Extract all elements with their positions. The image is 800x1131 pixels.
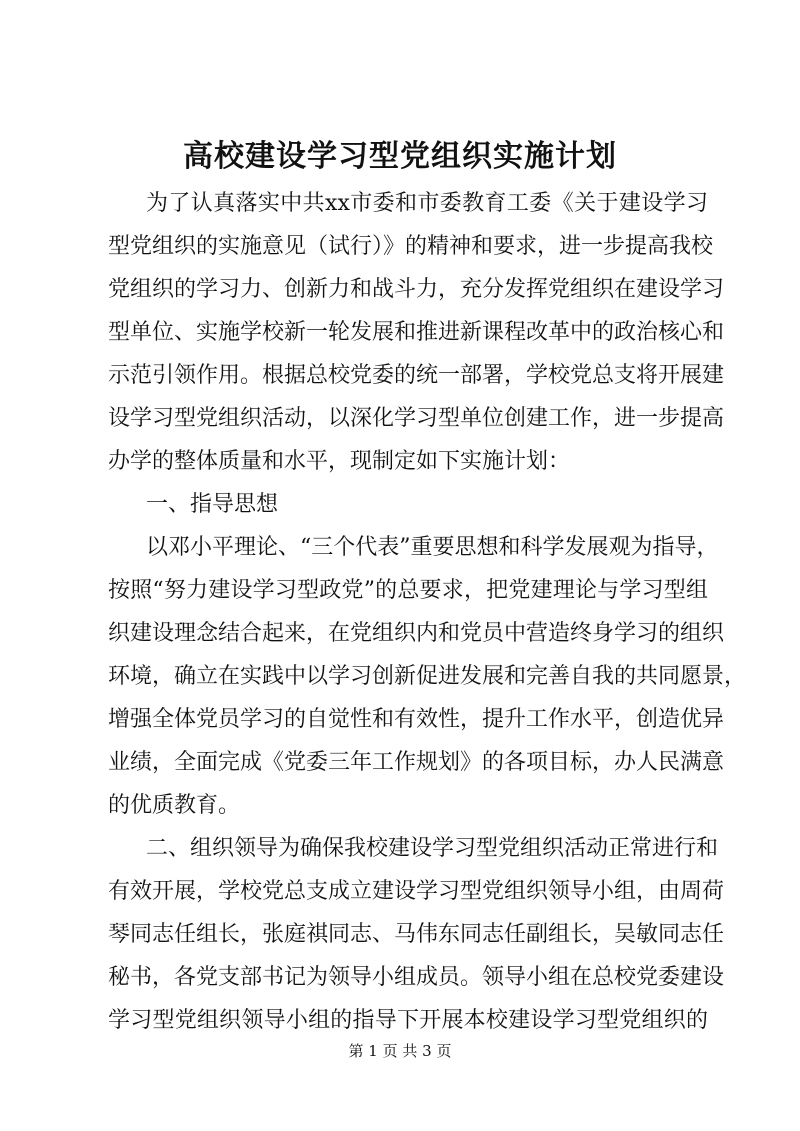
- body-line: 增强全体党员学习的自觉性和有效性，提升工作水平，创造优异: [108, 707, 725, 732]
- body-line: 的优质教育。: [108, 793, 241, 818]
- body-line: 示范引领作用。根据总校党委的统一部署，学校党总支将开展建: [108, 363, 725, 388]
- body-line: 二、组织领导为确保我校建设学习型党组织活动正常进行和: [146, 836, 719, 861]
- body-line: 有效开展，学校党总支成立建设学习型党组织领导小组，由周荷: [108, 879, 725, 904]
- body-line: 型党组织的实施意见（试行）》的精神和要求，进一步提高我校: [108, 234, 714, 259]
- body-line: 秘书，各党支部书记为领导小组成员。领导小组在总校党委建设: [108, 965, 725, 990]
- body-line: 办学的整体质量和水平，现制定如下实施计划：: [108, 449, 571, 474]
- body-line: 党组织的学习力、创新力和战斗力，充分发挥党组织在建设学习: [108, 277, 725, 302]
- body-line: 按照“努力建设学习型政党”的总要求，把党建理论与学习型组: [108, 578, 708, 603]
- document-title: 高校建设学习型党组织实施计划: [183, 139, 617, 174]
- document-body: [108, 182, 747, 1042]
- body-line: 琴同志任组长，张庭祺同志、马伟东同志任副组长，吴敏同志任: [108, 922, 725, 947]
- body-line: 以邓小平理论、“三个代表”重要思想和科学发展观为指导，: [146, 535, 719, 560]
- page-footer: [0, 1040, 800, 1062]
- body-line: 设学习型党组织活动，以深化学习型单位创建工作，进一步提高: [108, 406, 725, 431]
- page-number: 第 1 页 共 3 页: [348, 1042, 452, 1060]
- body-line: 织建设理念结合起来，在党组织内和党员中营造终身学习的组织: [108, 621, 725, 646]
- body-line: 型单位、实施学校新一轮发展和推进新课程改革中的政治核心和: [108, 320, 725, 345]
- body-line: 学习型党组织领导小组的指导下开展本校建设学习型党组织的: [108, 1008, 708, 1033]
- section-heading: 一、指导思想: [146, 492, 279, 517]
- body-line: 业绩，全面完成《党委三年工作规划》的各项目标，办人民满意: [108, 750, 725, 775]
- body-line: 环境，确立在实践中以学习创新促进发展和完善自我的共同愿景，: [108, 664, 747, 689]
- body-line: 为了认真落实中共xx市委和市委教育工委《关于建设学习: [146, 191, 708, 216]
